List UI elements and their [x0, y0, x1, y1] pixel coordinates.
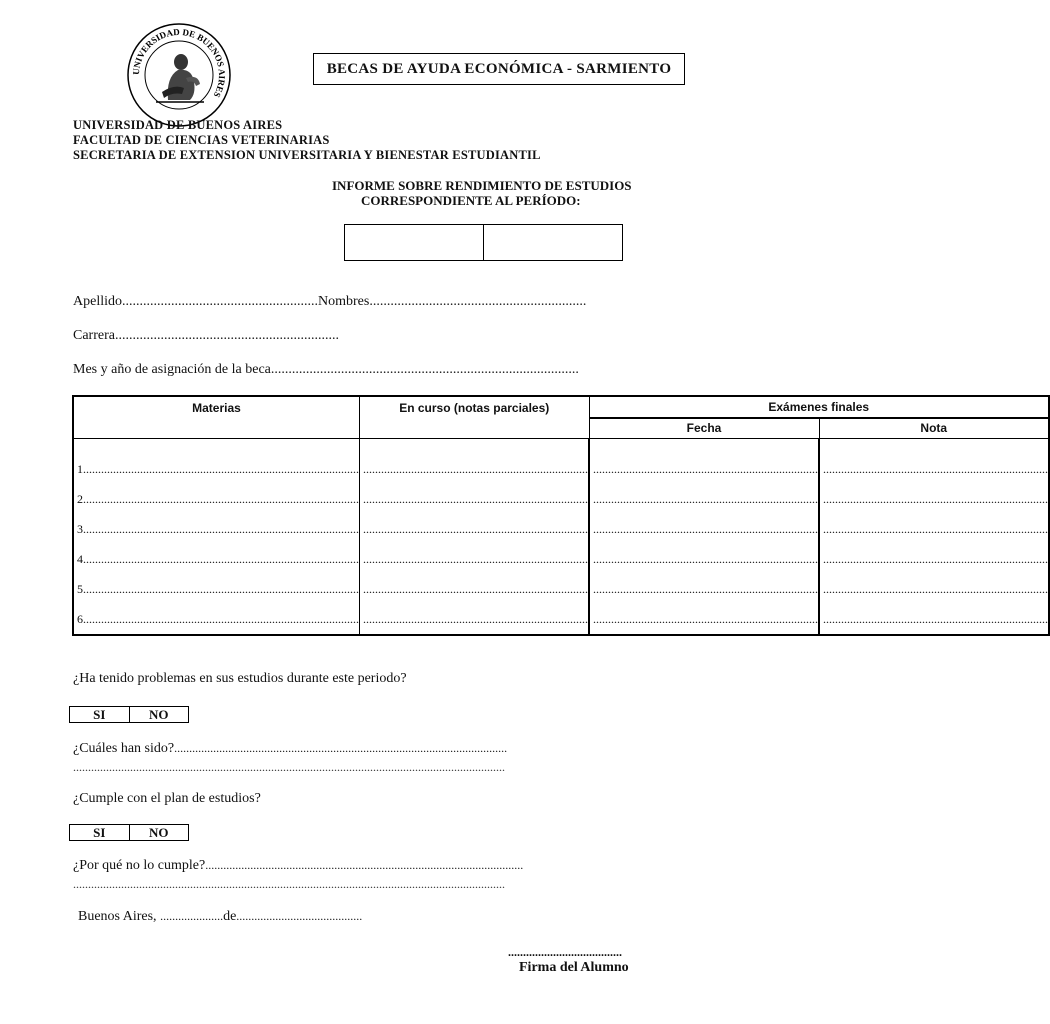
mes-row [73, 362, 579, 378]
nota-cell[interactable]: ........................................................................... ........................................................................... ........................................................................... ........................................................................... ........................................................................... ........................................................................... [819, 438, 1049, 635]
city-label: Buenos Aires, [78, 909, 157, 924]
informe-line-1: INFORME SOBRE RENDIMIENTO DE ESTUDIOS [332, 178, 632, 193]
col-fecha: Fecha [589, 418, 819, 438]
carrera-label: Carrera [73, 328, 115, 343]
informe-line-2: CORRESPONDIENTE AL PERÍODO: [361, 193, 581, 208]
question-plan: ¿Cumple con el plan de estudios? [73, 791, 261, 806]
materias-cell[interactable]: 1............................................................................................ 2............................................................................................ 3............................................................................................ 4............................................................................................ 5............................................................................................ 6............................................................................................ [73, 438, 360, 635]
col-nota: Nota [819, 418, 1049, 438]
row-number: 4 [77, 552, 83, 566]
city-date-row [78, 909, 362, 925]
period-box[interactable] [344, 224, 623, 261]
mes-label: Mes y año de asignación de la beca [73, 362, 271, 377]
row-number: 5 [77, 582, 83, 596]
de-label: de [223, 909, 237, 924]
row-number: 1 [77, 462, 83, 476]
period-field-end[interactable] [484, 225, 622, 260]
seal-icon [126, 22, 232, 128]
header-university: UNIVERSIDAD DE BUENOS AIRES [73, 118, 283, 132]
problems-si-option[interactable]: SI [70, 707, 130, 722]
nombres-label: Nombres [318, 294, 370, 309]
fecha-cell[interactable]: ........................................................................... ........................................................................... ........................................................................... ........................................................................... ........................................................................... ........................................................................... [589, 438, 819, 635]
col-examenes: Exámenes finales [589, 396, 1049, 418]
apellido-nombres-row [73, 294, 586, 310]
month-field[interactable]: .......................................... [236, 909, 363, 923]
signature-line[interactable]: ...................................... [508, 945, 622, 959]
header-secretaria: SECRETARIA DE EXTENSION UNIVERSITARIA Y BIENESTAR ESTUDIANTIL [73, 148, 541, 162]
en-curso-cell[interactable]: ........................................................................... ........................................................................... ........................................................................... ........................................................................... ........................................................................... ........................................................................... [360, 438, 590, 635]
why-not-label: ¿Por qué no lo cumple? [73, 858, 206, 873]
which-field[interactable]: ............................................................................................................... [174, 741, 508, 755]
which-field-line-2[interactable]: ................................................................................................................................................ [73, 760, 505, 774]
question-which [73, 741, 507, 757]
seal-text: UNIVERSIDAD DE BUENOS AIRES [130, 26, 228, 100]
carrera-row [73, 328, 339, 344]
mes-field[interactable]: ........................................................................................ [270, 362, 579, 377]
form-title: BECAS DE AYUDA ECONÓMICA - SARMIENTO [313, 53, 685, 85]
why-not-field-line-2[interactable]: ................................................................................................................................................ [73, 877, 505, 891]
col-materias: Materias [73, 396, 360, 438]
grades-table [72, 395, 1050, 636]
row-number: 3 [77, 522, 83, 536]
row-number: 6 [77, 612, 83, 626]
plan-si-option[interactable]: SI [70, 825, 130, 840]
apellido-field[interactable]: ........................................................ [122, 294, 318, 309]
period-field-start[interactable] [345, 225, 484, 260]
apellido-label: Apellido [73, 294, 122, 309]
header-faculty: FACULTAD DE CIENCIAS VETERINARIAS [73, 133, 330, 147]
plan-si-no [69, 824, 189, 841]
problems-no-option[interactable]: NO [149, 707, 169, 722]
plan-no-option[interactable]: NO [149, 825, 169, 840]
nombres-field[interactable]: .............................................................. [369, 294, 587, 309]
why-not-field[interactable]: .......................................................................................................... [205, 858, 524, 872]
university-seal [126, 22, 232, 128]
col-en-curso: En curso (notas parciales) [360, 396, 590, 438]
row-number: 2 [77, 492, 83, 506]
which-label: ¿Cuáles han sido? [73, 741, 175, 756]
day-field[interactable]: ..................... [160, 909, 224, 923]
problems-si-no [69, 706, 189, 723]
question-problems: ¿Ha tenido problemas en sus estudios durante este periodo? [73, 671, 407, 686]
carrera-field[interactable]: ................................................................ [114, 328, 339, 343]
question-why-not [73, 858, 523, 874]
signature-label: Firma del Alumno [519, 960, 629, 975]
